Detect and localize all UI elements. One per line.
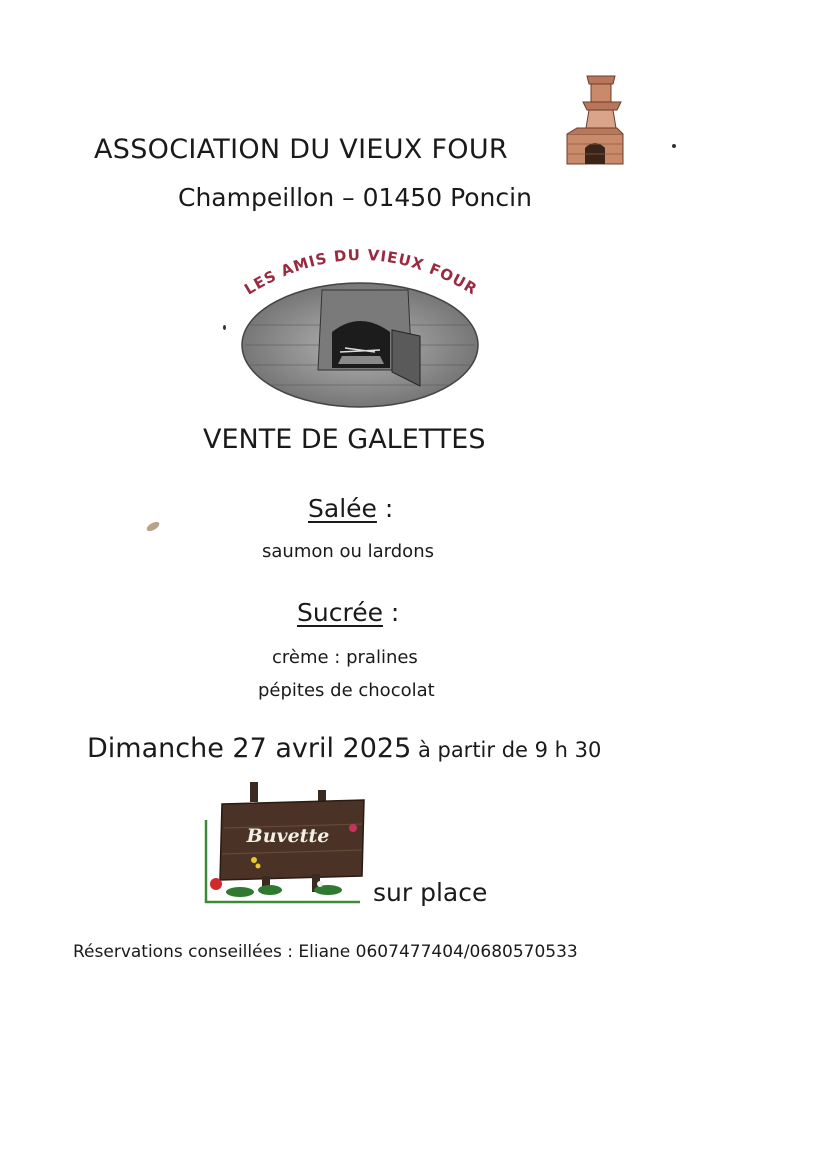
scan-smudge (145, 520, 161, 533)
sucree-heading (297, 598, 399, 627)
sucree-title: Sucrée (297, 598, 383, 627)
logo-arc-text: LES AMIS DU VIEUX FOUR (241, 245, 481, 299)
buvette-sign-text: Buvette (246, 825, 330, 847)
buvette-caption: sur place (373, 878, 488, 907)
event-date: Dimanche 27 avril 2025 (87, 733, 412, 764)
page-title: ASSOCIATION DU VIEUX FOUR (94, 134, 508, 165)
scan-smudge (672, 144, 676, 148)
sucree-item: pépites de chocolat (258, 680, 435, 701)
salee-title: Salée (308, 494, 377, 523)
sucree-item: crème : pralines (272, 647, 418, 668)
chimney-oven-icon (563, 72, 627, 168)
scan-smudge (223, 325, 226, 330)
buvette-sign-icon (200, 780, 370, 906)
salee-heading (308, 494, 393, 523)
event-time: à partir de 9 h 30 (411, 738, 602, 762)
page-subtitle: Champeillon – 01450 Poncin (178, 183, 532, 212)
sale-heading: VENTE DE GALETTES (203, 424, 486, 455)
reservation-info: Réservations conseillées : Eliane 0607477404/0680570533 (73, 942, 578, 962)
event-date-line (87, 733, 601, 764)
salee-colon: : (376, 494, 394, 523)
oven-logo-icon (230, 240, 490, 410)
sucree-colon: : (382, 598, 400, 627)
salee-items: saumon ou lardons (262, 541, 434, 562)
